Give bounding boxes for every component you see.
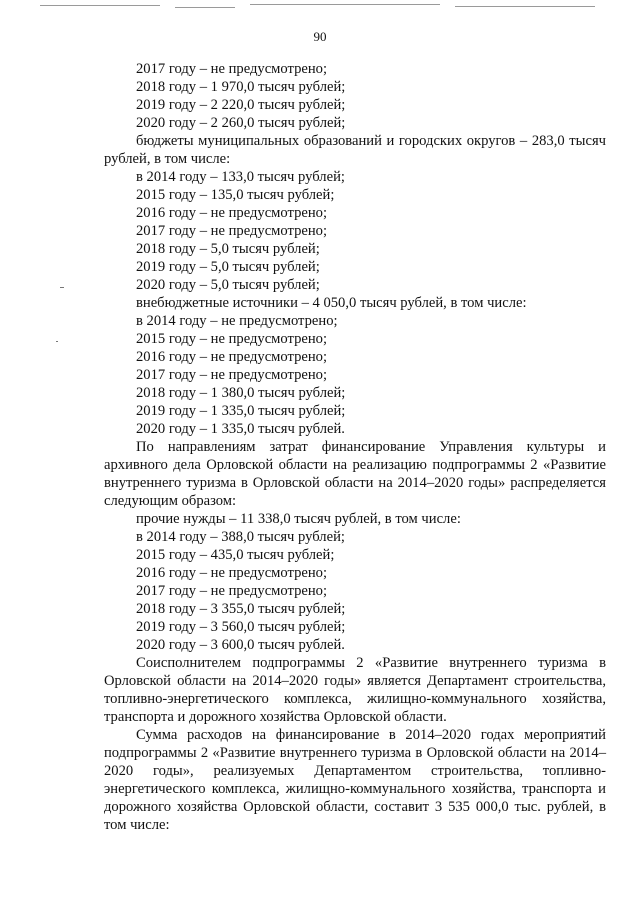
paragraph-cost-directions: По направлениям затрат финансирование Управления культуры и архивного дела Орловской области на реализацию подпрограммы 2 «Развитие внутреннего туризма в Орловской области на 2014–2020 годы» распределяется следующим образом:	[104, 439, 606, 509]
text-line: 2018 году – 5,0 тысяч рублей;	[136, 241, 320, 257]
text-line: 2020 году – 1 335,0 тысяч рублей.	[136, 421, 345, 437]
margin-mark	[60, 287, 64, 288]
text-line: 2016 году – не предусмотрено;	[136, 205, 328, 221]
text-line: 2017 году – не предусмотрено;	[136, 367, 328, 383]
text-line: 2015 году – 135,0 тысяч рублей;	[136, 187, 335, 203]
margin-mark	[56, 341, 58, 342]
text-line: 2019 году – 1 335,0 тысяч рублей;	[136, 403, 346, 419]
text-line: в 2014 году – не предусмотрено;	[136, 313, 338, 329]
text-line: 2017 году – не предусмотрено;	[136, 223, 328, 239]
text-line: 2016 году – не предусмотрено;	[136, 349, 328, 365]
paragraph-municipal-budgets: бюджеты муниципальных образований и городских округов – 283,0 тысяч рублей, в том числе:	[104, 133, 606, 167]
document-body	[104, 60, 606, 834]
text-line: в 2014 году – 133,0 тысяч рублей;	[136, 169, 345, 185]
text-line: в 2014 году – 388,0 тысяч рублей;	[136, 529, 345, 545]
text-line: 2017 году – не предусмотрено;	[136, 583, 328, 599]
paragraph-expenditure-sum: Сумма расходов на финансирование в 2014–2020 годах мероприятий подпрограммы 2 «Развитие внутреннего туризма в Орловской области на 2014–2020 годы», реализуемых Департаментом строительства, топливно-энергетического комплекса, жилищно-коммунального хозяйства, транспорта и дорожного хозяйства Орловской области, составит 3 535 000,0 тыс. рублей, в том числе:	[104, 727, 606, 833]
page-number: 90	[313, 29, 327, 44]
text-line: 2020 году – 5,0 тысяч рублей;	[136, 277, 320, 293]
text-line: 2018 году – 3 355,0 тысяч рублей;	[136, 601, 346, 617]
text-line: 2017 году – не предусмотрено;	[136, 61, 328, 77]
scan-artifact-strip	[0, 0, 640, 14]
text-line: 2015 году – 435,0 тысяч рублей;	[136, 547, 335, 563]
text-line: 2019 году – 2 220,0 тысяч рублей;	[136, 97, 346, 113]
text-line: 2018 году – 1 970,0 тысяч рублей;	[136, 79, 346, 95]
text-line: 2015 году – не предусмотрено;	[136, 331, 328, 347]
paragraph-coexecutor: Соисполнителем подпрограммы 2 «Развитие внутреннего туризма в Орловской области на 2014–2020 годы» является Департамент строительства, топливно-энергетического комплекса, жилищно-коммунального хозяйства, транспорта и дорожного хозяйства Орловской области.	[104, 655, 606, 725]
text-line: 2019 году – 5,0 тысяч рублей;	[136, 259, 320, 275]
text-line: внебюджетные источники – 4 050,0 тысяч рублей, в том числе:	[136, 295, 527, 311]
text-line: 2019 году – 3 560,0 тысяч рублей;	[136, 619, 346, 635]
text-line: 2016 году – не предусмотрено;	[136, 565, 328, 581]
text-line: 2020 году – 3 600,0 тысяч рублей.	[136, 637, 345, 653]
text-line: прочие нужды – 11 338,0 тысяч рублей, в том числе:	[136, 511, 461, 527]
text-line: 2018 году – 1 380,0 тысяч рублей;	[136, 385, 346, 401]
text-line: 2020 году – 2 260,0 тысяч рублей;	[136, 115, 346, 131]
